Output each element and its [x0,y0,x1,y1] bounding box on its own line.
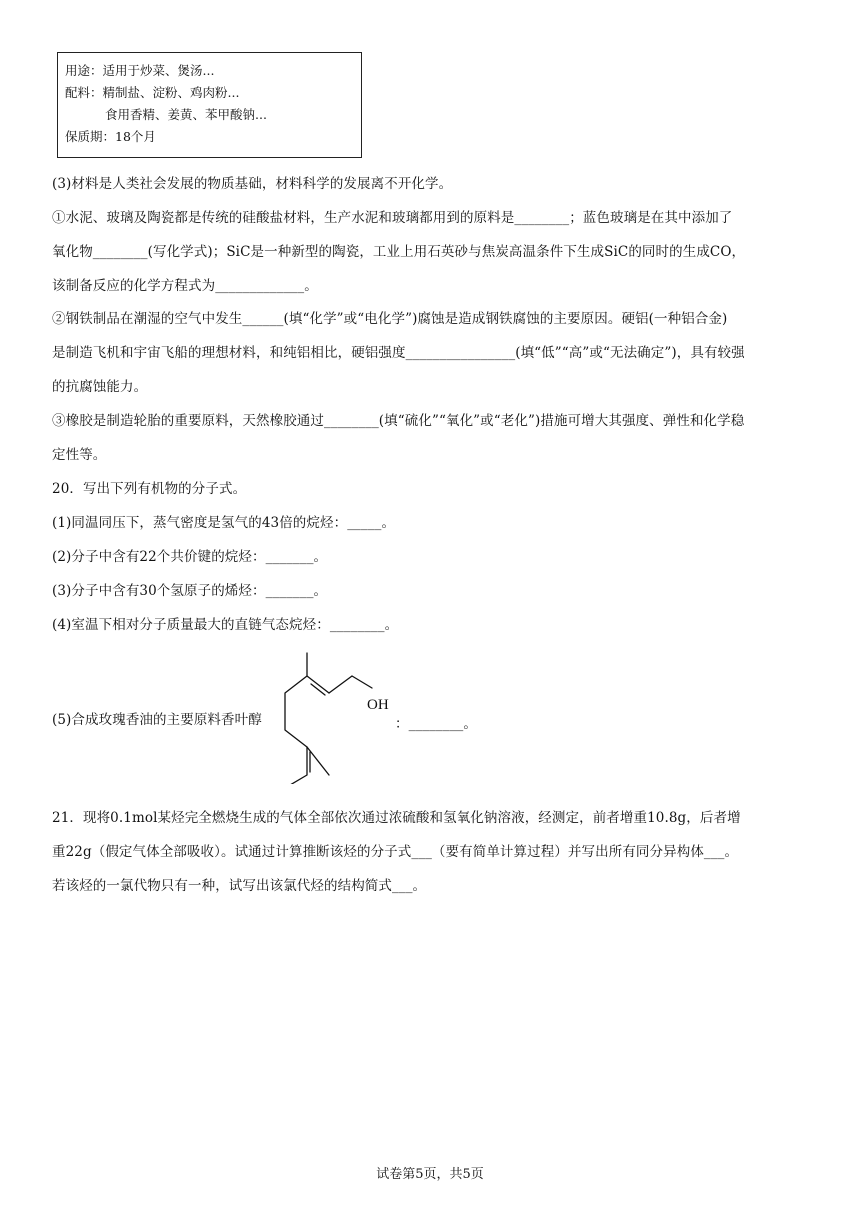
label-ingredients: 配料：精制盐、淀粉、鸡肉粉... [65,85,240,100]
page-footer: 试卷第5页，共5页 [376,1167,484,1182]
q19-part3-s2-line3: 的抗腐蚀能力。 [52,379,148,395]
q20-part4: (4)室温下相对分子质量最大的直链气态烷烃：________。 [52,617,399,633]
product-label-box [57,52,362,158]
q19-part3-s1-line2: 氧化物________(写化学式)；SiC是一种新型的陶瓷，工业上用石英砂与焦炭高温条件下生成SiC的同时的生成CO， [52,244,746,260]
q20-part2: (2)分子中含有22个共价键的烷烃：_______。 [52,549,328,565]
q20-part1: (1)同温同压下，蒸气密度是氢气的43倍的烷烃：_____。 [52,515,396,531]
label-ingredients-cont: 食用香精、姜黄、苯甲酸钠... [105,107,267,122]
q21-line1: 21．现将0.1mol某烃完全燃烧生成的气体全部依次通过浓硫酸和氢氧化钠溶液，经测定，前者增重10.8g，后者增 [52,810,741,826]
q19-part3-s1-line1: ①水泥、玻璃及陶瓷都是传统的硅酸盐材料，生产水泥和玻璃都用到的原料是________；蓝色玻璃是在其中添加了 [52,210,733,226]
geraniol-structure [280,648,410,784]
q21-line2: 重22g（假定气体全部吸收）。试通过计算推断该烃的分子式___（要有简单计算过程）并写出所有同分异构体___。 [52,844,739,860]
hydroxyl-label: OH [367,697,389,713]
q20-title: 20．写出下列有机物的分子式。 [52,481,247,497]
q20-part3: (3)分子中含有30个氢原子的烯烃：_______。 [52,583,328,599]
q21-line3: 若该烃的一氯代物只有一种，试写出该氯代烃的结构简式___。 [52,878,427,894]
q19-part3-s3-line1: ③橡胶是制造轮胎的重要原料，天然橡胶通过________(填“硫化”“氧化”或“老化”)措施可增大其强度、弹性和化学稳 [52,413,745,429]
q20-part5-answer: ：________。 [395,716,477,732]
q19-part3-intro: (3)材料是人类社会发展的物质基础，材料科学的发展离不开化学。 [52,176,453,192]
q19-part3-s3-line2: 定性等。 [52,447,107,463]
label-usage: 用途：适用于炒菜、煲汤... [65,63,215,78]
q19-part3-s1-line3: 该制备反应的化学方程式为_____________。 [52,278,318,294]
q19-part3-s2-line2: 是制造飞机和宇宙飞船的理想材料，和纯铝相比，硬铝强度________________(填“低”“高”或“无法确定”)，具有较强 [52,345,745,361]
q19-part3-s2-line1: ②钢铁制品在潮湿的空气中发生______(填“化学”或“电化学”)腐蚀是造成钢铁腐蚀的主要原因。硬铝(一种铝合金) [52,311,728,327]
q20-part5-prefix: (5)合成玫瑰香油的主要原料香叶醇 [52,712,262,728]
label-shelf-life: 保质期：18个月 [65,129,156,144]
